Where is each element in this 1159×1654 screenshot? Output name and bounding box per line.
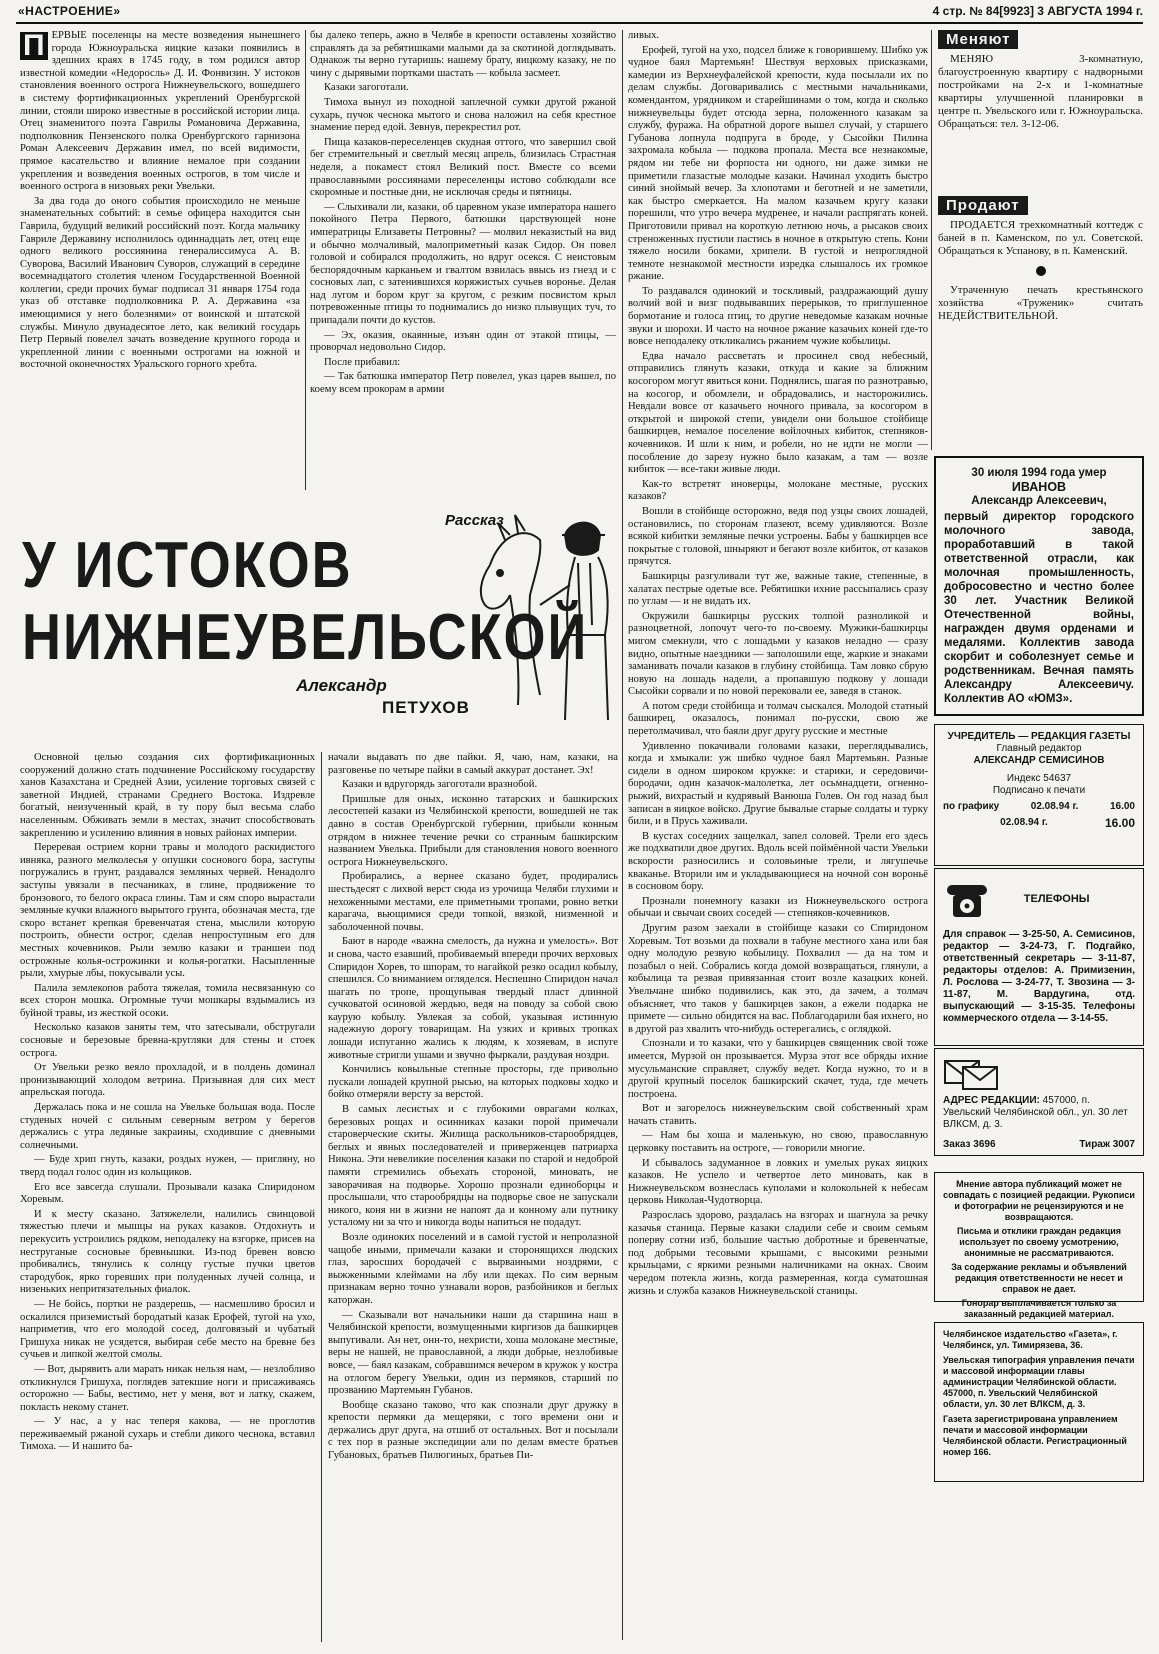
story-paragraph: Разрослась здорово, раздалась на взгорах и шагнула за речку казачья станица. Первые казаки сладили себе и своим семьям поперву сотни изб, большие частью добротные и бревенчатые, под добрыми тесовыми крышами, с высокими резными крыльцами, с яркими резными наличниками на окнах. Своим чередом потекла жизнь, когда размеренная, когда суматошная жизнь и служба казаков Нижнеувельской станицы. <box>628 1210 928 1297</box>
story-paragraph: ливых. <box>628 30 660 41</box>
story-paragraph: — Так батюшка император Петр повелел, указ царев вышел, по коему всем прокорам в армии <box>310 371 616 396</box>
story-mid-top-column <box>310 30 616 500</box>
author-first-name: Александр <box>296 676 387 695</box>
column-divider <box>931 30 932 450</box>
story-paragraph: Пробирались, а вернее сказано будет, продирались шестьдесят с лихвой верст сюда из урочища Челяби глухими и нехоженными местами, еле приметными тропами, ровно ветки карагача, вьющимися среди топкой, вязкой, низменной и заболоченной почвы. <box>328 871 618 933</box>
story-paragraph: начали выдавать по две пайки. Я, чаю, нам, казаки, на разговенье по четыре пайки в самый аккурат достанет. Эх! <box>328 752 618 776</box>
drop-cap: П <box>20 32 48 60</box>
story-paragraph: Палила землекопов работа тяжелая, томила несвязанную со всех сторон мошка. Огромные тучи мошкары вздымались из буйной травы, из жесткой осоки. <box>20 982 315 1019</box>
obituary-date-line: 30 июля 1994 года умер <box>971 467 1107 479</box>
story-paragraph: — У нас, а у нас теперя какова, — не проглотив переживаемый ржаной сухарь и стебли дикого чеснока, вставил Тимоха. — И нашито ба- <box>20 1416 315 1453</box>
founder-title: УЧРЕДИТЕЛЬ — РЕДАКЦИЯ ГАЗЕТЫ <box>947 731 1131 742</box>
schedule-label: по графику <box>943 801 1000 812</box>
story-paragraph: То раздавался одинокий и тоскливый, раздражающий душу волчий вой и визг подвывавших перерыков, то приглушенное бормотание и голоса птиц, то другие неведомые казакам ночные звуки и шорохи. И часто на ночное ржание казачьих коней где-то вовсе неподалеку откликались ржанием чужие кобылицы. <box>628 285 928 348</box>
story-paragraph: А потом среди стойбища и толмач сыскался. Молодой статный башкирец, оказалось, понимал по-русски, свою же перетолмачивал, что баяли друг другу русские и местные <box>628 700 928 738</box>
imprint-line: Челябинское издательство «Газета», г. Челябинск, ул. Тимирязева, 36. <box>943 1329 1118 1350</box>
schedule-row <box>943 801 1135 813</box>
actual-time: 16.00 <box>1104 816 1135 830</box>
story-bottom-column-1 <box>20 752 315 1642</box>
story-paragraph: бы далеко теперь, ажно в Челябе в крепости оставлены хозяйство справлять да за ребятишками малыми да за скотиной доглядывать. Однакож ты верно гутаришь: нашему брату, яицкому казаку, не по чину с дырявыми портками шастать — кобыла засмеет. <box>310 30 616 79</box>
obituary-box <box>934 456 1144 716</box>
story-paragraph: Ерофей, тугой на ухо, подсел ближе к говорившему. Шибко уж чудное баял Мартемьян! Шествуя верховых присказками, камедии из Верхнеуфалейской крепости, куда посылали их по делам службы. Договаривались с местными начальниками, комендантом, урядником и старейшинами о том, когда и сколько нижнеувельцы будет отсюда зерна, положенного казакам за службу, фуража. На обратной дороге вышел случай, у старшего Губанова лопнула подпруга в броде, у Сысойки Пилина захромала кобыла — подкова пропала. Места все незнакомые, рядом ни тебе ни форпоста ни одного, ни даже зимки не приметили глазастые молодые казаки. Начинал уходить быстро синий зноймый вечер. За хлопотами и беготней и не заметили, как быстро смеркается. На малом казачьем кругу казаки порешили, что утро вечера мудренее, и начали распрягать коней. Приготовили привал на короткую летнюю ночь, а рысаков своих стреноженных пустили пастись в ночное в открытую степь. Кони тяжело носили боками, хрипели. В густой и непроглядной темноте незнакомой местности изредка слышалось их громкое ржание. <box>628 44 928 283</box>
exchange-ad: МЕНЯЮ 3-комнатную, благоустроенную квартиру с надворными постройками на 2-х и 1-комнатные квартиры улучшенной планировки в центре п. Увельского или г. Южноуральска. Обращаться: тел. 3-12-06. <box>938 53 1143 130</box>
imprint-line: Газета зарегистрирована управлением печати и массовой информации Челябинской области. Регистрационный номер 166. <box>943 1414 1127 1457</box>
story-title-line1: У ИСТОКОВ <box>22 529 353 602</box>
obituary-name: Александр Алексеевич, <box>971 495 1107 507</box>
issue-line: 4 стр. № 84[9923] 3 АВГУСТА 1994 г. <box>932 4 1143 18</box>
column-divider <box>305 30 306 490</box>
phones-list: Для справок — 3-25-50, А. Семисинов, редактор — 3-24-73, Г. Подгайко, ответственный секретарь — 3-11-87, редакторы отделов: А. Примизенин, Л. Рослова — 3-24-77, Т. Звозина — 3-11-87, М. Вардугина, отд. выпускающий — 3-15-35. Телефоны коммерческого отдела — 3-14-55. <box>943 929 1135 1024</box>
disclaimer-line: Письма и отклики граждан редакция использует по своему усмотрению, анонимные не рассматриваются. <box>956 1226 1122 1258</box>
story-paragraph: В самых лесистых и с глубокими оврагами колках, березовых рощах и осинниках казаки порой примечали староверческие скиты. Жилища раскольников-старообрядцев, беглых и явных последователей и приверженцев патриарха Никона. Эти невеликие поселения казаки по старой и недоброй памяти стремились объехать стороной, миновать, не заворачивая на подворье. Хорошо прознали единоборцы и прослышали, что старообрядцы на подворье свое не запускали никого, коня ни в жизни не напоят да и конному али путнику усталому ни за что и никогда воды напиться не подадут. <box>328 1104 618 1229</box>
rubric-title: «НАСТРОЕНИЕ» <box>18 4 121 18</box>
sale-tag: Продают <box>938 196 1028 215</box>
story-paragraph: Держалась пока и не сошла на Увельке большая вода. После студеных ночей с сильным северным ветром у берегов держались с утра ледяные закраины, сходившие с дневными солнечными. <box>20 1102 315 1151</box>
story-paragraph: — Буде хрип гнуть, казаки, роздых нужен, — пригляну, но тверд подал голос один из кольщиков. <box>20 1154 315 1178</box>
editor-label: Главный редактор <box>996 743 1082 754</box>
schedule-date: 02.08.94 г. <box>1030 801 1079 812</box>
story-paragraph: Пища казаков-переселенцев скудная оттого, что завершил свой бег стремительный и светлый месяц апрель, близилась Страстная неделя, а покамест стоял Великий пост. Вместе со всеми православными россиянами переселенцы истово соблюдали все скоромные и постные дни, не исключая среды и пятницы. <box>310 136 616 199</box>
actual-date: 02.08.94 г. <box>1000 817 1048 828</box>
intro-paragraph <box>20 30 300 194</box>
phones-title: ТЕЛЕФОНЫ <box>1023 893 1090 905</box>
circulation: Тираж 3007 <box>1079 1139 1135 1150</box>
story-paragraph: Тимоха вынул из походной заплечной сумки другой ржаной сухарь, пучок чеснока мытого и снова наложил на себя крестное знамение перед едой. Зевнув, перекрестил рот. <box>310 96 616 134</box>
phones-box <box>934 868 1144 1046</box>
subscribe-label: Подписано к печати <box>992 785 1086 796</box>
imprint-box <box>934 1322 1144 1482</box>
header-rule <box>16 22 1143 24</box>
story-paragraph: — Сказывали вот начальники наши да старшина наш в Челябинской крепости, возмущенными киргизов да башкирцев выпугивали. Ан нет, онн-то, нехристи, хоша молокане местные, веры не нашей, не православной, а люди добрые, незлобивые вовсе, — баял казакам, собравшимся вечером в кружок у костра на отлогом берегу Увельки, один из пермяков, старший по прозванию Мартемьян Губанов. <box>328 1309 618 1397</box>
story-paragraph: Спознали и то казаки, что у башкирцев священник свой тоже имеется, Мурзой он прозывается. Мурза этот все обряды ихние мусульманские справляет, службу ведет. Когда нужно, то и в другой крупный поселок башкирский скачет, туда, где мечеть построена. <box>628 1038 928 1100</box>
story-paragraph: Кончились ковыльные степные просторы, где привольно пускали лошадей крупной рысью, на которых подковы ходко и бойко отмеряли версту за верстой. <box>328 1064 618 1101</box>
telephone-icon <box>943 875 991 923</box>
story-paragraph: После прибавил: <box>324 356 401 368</box>
story-paragraph: Окружили башкирцы русских толпой разноликой и разноцветной, лопочут чего-то по-своему. Мужики-башкирцы мигом смекнули, что с лошадьми у казаков неладно — сразу видно, опытные наездники — заполошили еще, жаркие и знаками заманивать почали казаков в глубину стойбища. Там ловко сбрую новую на лошадь надели, а пропавшую подкову у лошади Сысойки сорвали и по новой перековали ее, заведя в станок. <box>628 610 928 698</box>
actual-row <box>943 817 1135 829</box>
address-box <box>934 1048 1144 1156</box>
story-paragraph: Возле одиноких поселений и в самой густой и непролазной чащобе иными, примечали казаки и сторонящихся людских глаз, заросших бородачей с вырванными ноздрями, с выжженными клеймами на лбу или щеках. По сим верным признакам верно точно узнавали воров, разбойников и беглых каторжан. <box>328 1231 618 1306</box>
intro-first-text: ЕРВЫЕ поселенцы на месте возведения нынешнего города Южноуральска яицкие казаки появились в здешних краях в 1745 году, в том родился автор известной комедии «Недоросль» Д. И. Фонвизин. У истоков становления военного острога Нижнеувельского, вошедшего в систему фортификационных укреплений Оренбургской линии, стояли широко известные в российской истории лица. Отец знаменитого поэта Гаврилы Романовича Державина, подполковник Пензенского полка Оренбургского гарнизона Роман Алексеевич Державин имел, по всей видимости, прямое касательство и влияние немалое при создании укрепления и возведения военных острогов, в том числе и военного острога в низовьях реки Увельки. <box>20 30 300 193</box>
story-paragraph: Несколько казаков заняты тем, что затесывали, обстругали сосновые и березовые бревна-кругляки для стены и стоек острога. <box>20 1022 315 1059</box>
imprint-line: Увельская типография управления печати и массовой информации главы администрации Челябинской области. 457000, п. Увельский Челябинской области, ул. 30 лет ВЛКСМ, д. 3. <box>943 1355 1135 1409</box>
disclaimer-line: Гонорар выплачивается только за заказанный редакцией материал. <box>961 1298 1117 1319</box>
story-paragraph: Переревая острием корни травы и молодого раскидистого ивняка, разного мелколесья у опушки соснового бора, заступы погружались в грунт, раздавался земляных червей. Ненадолго заступы увязали в песчаниках, в глине, продвижение то бронзового, то белого окраса глины. Там и сям споро вырастали земляные кучки влажного вырытого грунта, обозначая места, где скоро встанет крепкая бревенчатая стена, мыслили которую построить, обнести острог, сделав непроступным его для местных кочевников. Рыли землю казаки и траншеи под острожные колья-острожинки и колья-рогатки. Насыпленные рыли, хмурые лбы, покусывали усы. <box>20 842 315 980</box>
story-paragraph: В кустах соседних защелкал, запел соловей. Трели его здесь же подхватили двое других. Вдоль всей поймённой части Увельки вскорости разносились и соловьиные трели, и лягушечье кваканье. Вторили им и укладывающиеся на ночной сон вороньё в сосновом бору. <box>628 830 928 893</box>
story-paragraph: Его все завсегда слушали. Прозывали казака Спиридоном Хоревым. <box>20 1181 315 1206</box>
exchange-tag: Меняют <box>938 30 1018 49</box>
bullet-dot <box>1036 266 1046 276</box>
story-bottom-column-2 <box>328 752 618 1642</box>
story-paragraph: Казаки загоготали. <box>324 82 409 94</box>
story-genre-label: Рассказ <box>445 512 504 529</box>
story-paragraph: Башкирцы разгуливали тут же, важные такие, степенные, в халатах пестрые одетые все. Ребятишки ихние рассыпались сразу по углам — и не видать их. <box>628 570 928 608</box>
story-paragraph: Другим разом заехали в стойбище казаки со Спиридоном Хоревым. Тот возьми да похвали в табуне местного хана или бая одну молодую резвую кобылицу. Похвалил — да на том и позабыл о ней. Собрались когда домой возвращаться, глянули, а кобылица та резвая привязанная стоит возле казацких коней. Увельчане шибко подивились, как это, да зачем, а толмач объясняет, что таков у башкирцев закон, а ежели подарка не примете — сильно обидятся на вас. Поблагодарили бая ихнего, но в другой раз хвалить что-нибудь остерегались, с оглядкой. <box>628 922 928 1035</box>
story-paragraph: Бают в народе «важна смелость, да нужна и умелость». Вот и снова, часто езавший, пробиваемый впереди прочих верховых Спиридон Хорев, то шпорам, то нагайкой резко осадил кобылу, спешился. Со вниманием огляделся. Неспешно Спиридон начал шагать по тропе, прощупывая твердый пласт длинной сучковатой осиновой жердью, ведя на поводу за собой свою каурую кобылу. Увлекая за собой, указывая истинную надежную дорогу товарищам. На узких и кривых тропках лошади испуганно жались к людям, к хозяевам, в испуге животные стригли ушами и звучно фыркали, раздувая ноздри. <box>328 936 618 1061</box>
story-title-line2: НИЖНЕУВЕЛЬСКОЙ <box>22 601 589 674</box>
print-info-row <box>943 1139 1135 1151</box>
sale-section <box>938 196 1143 327</box>
story-paragraph: Прознали понемногу казаки из Нижнеувельского острога обычаи и свычаи своих соседей — степняков-кочевников. <box>628 895 928 920</box>
story-paragraph: Основной целью создания сих фортификационных сооружений должно стать подчинение Российскому государству ханов Казахстана и Средней Азии, усиление торговых связей с заветной Индией, странами Среднего Востока. Издревле богатый, неизученный край, в ту пору был весьма слабо населенным. Обживать земли в местах, значит способствовать закреплению и усилению влияния в новых районах империи. <box>20 752 315 839</box>
address-title: АДРЕС РЕДАКЦИИ: <box>943 1095 1040 1106</box>
story-paragraph: От Увельки резко веяло прохладой, и в полдень доминал пронизывающий холодом ветрина. Призывная для сих мест апрельская погода. <box>20 1062 315 1099</box>
story-paragraph: Казаки и вдругорядь загоготали вразнобой. <box>342 779 538 791</box>
disclaimer-line: За содержание рекламы и объявлений редакция ответственности не несет и справок не дает. <box>951 1262 1127 1294</box>
column-divider <box>321 752 322 1642</box>
envelope-icon <box>943 1055 999 1091</box>
lost-seal-notice: Утраченную печать крестьянского хозяйства «Труженик» считать НЕДЕЙСТВИТЕЛЬНОЙ. <box>938 284 1143 322</box>
story-paragraph: Вот и загорелось нижнеувельским свой собственный храм начать ставить. <box>628 1103 928 1127</box>
story-paragraph: Вошли в стойбище осторожно, ведя под узцы своих лошадей, остановились, по сторонам глазеют, всему удивляются. Возле всякой кибитки земляные печки устроены. Бабы у башкирцев все покрытые с головой, шныряют и бегают возле кибиток, от казаков прячутся. <box>628 505 928 568</box>
story-paragraph: — Вот, дырявить али марать никак нельзя нам, — незлобливо откликнулся Гришуха, поглядев затекшие ноги и присаживаясь осторожно — Бабы, вестимо, нет у меня, вот и латку, скажем, поклaсть некому станет. <box>20 1363 315 1413</box>
exchange-section <box>938 30 1143 135</box>
address-text: 457000, п. Увельский Челябинской обл., ул. 30 лет ВЛКСМ, д. 3. <box>943 1095 1128 1130</box>
phones-header <box>943 875 1135 923</box>
sale-ad: ПРОДАЕТСЯ трехкомнатный коттедж с баней в п. Каменском, по ул. Советской. Обращаться к Успанову, в п. Каменский. <box>938 219 1143 257</box>
story-paragraph: И сбывалось задуманное в ловких и умелых руках яицких казаков. Не успело и четвертое лето миновать, как в Нижнеувельском вознеслась куполами и колокольней к небесам церковь Николая-Чудотворца. <box>628 1157 928 1207</box>
subscription-index: Индекс 54637 <box>1006 773 1072 784</box>
story-right-column <box>628 30 928 1640</box>
story-paragraph: И к месту сказано. Затяжелели, налились свинцовой тяжестью плечи и мышцы на руках казаков. Отдохнуть и перекусить устроились рядком, неподалеку на взгорке, присев на неструганые сосновые бревнышки. Из-под бревен вовсю пробивались, тянулись к солнцу густые пучки цветов стародубок, ярко горевших при полуденных лучей солнца, и низеньких непритязательных фиалок. <box>20 1208 315 1296</box>
obituary-text: первый директор городского молочного завода, проработавший в такой ответственной отрасли, как молочная промышленность, добросовестно и честно более 30 лет. Участник Великой Отечественной войны, награжден двумя орденами и медалями. Коллектив завода скорбит и соболезнует семье и родственникам. Вечная память Александру Алексеевичу. Коллектив АО «ЮМЗ». <box>944 511 1134 705</box>
cossack-with-horse-illustration <box>470 495 630 730</box>
story-paragraph: — Не бойсь, портки не раздерешь, — насмешливо бросил и оскалился приземистый бородатый казак Ерофей, тугой на ухо, наприметив, что его молодой сосед, долговязый и чубатый Гришуха никак не усядется, выбирая себе место на бревне без сучьев и липкой желтой смолы. <box>20 1298 315 1361</box>
column-divider <box>622 30 623 1640</box>
story-paragraph: Едва начало рассветать и просинел свод небесный, отправились глянуть казаки, откуда и какие за ближним косогором могут явиться кони. Поднялись, шагая по разнотравью, на косогор, и обомлели, и обрадовались, и насторожились. Невдали вовсе от казачьего ночного привала, за косогором в открытой и широкой степи, увидели они большое стойбище башкирцев, немалое поселение войлочных кибиток, степняков-кочевников. И шли к ним, и робели, но не идти не могли — пособление до зарезу нужно было казакам, а там — возле кибиток — все-таки живые люди. <box>628 350 928 476</box>
story-paragraph: Пришлые для оных, исконно татарских и башкирских лесостепей казаки из Челябинской крепости, вошедшей не так давно в состав Оренбургской губернии, прибыли конным отрядом в нижнее течение речки со странным башкирским названием Увелька. Прибыли для становления нового военного острога Нижнеувельского. <box>328 793 618 868</box>
founder-box <box>934 724 1144 866</box>
schedule-time: 16.00 <box>1109 801 1135 812</box>
story-paragraph: — Слыхивали ли, казаки, об царевном указе императора нашего покойного Петра Первого, батюшки царствующей ноне императрицы Елизаветы Петровны? — молвил неказистый на вид и обычно молчаливый, малоприметный казак Сидор. Он повел головой и собирался продолжить, но вдруг осекся. С неистовым беспорядочным карканьем и гвалтом взвилась ввысь из гнезд и с сосновых лап, с затенившихся коряжистых сучьев воронье. Делая над лугом и бором круг за кругом, с резким посвистом крыл потревоженные птицы то поднимались до низко плывущих туч, то припадали почти до кустов. <box>310 201 616 327</box>
story-paragraph: — Нам бы хоша и маленькую, но свою, православную церковку поставить на остроге, — говорили многие. <box>628 1130 928 1155</box>
author-last-name: ПЕТУХОВ <box>382 698 470 717</box>
story-intro-column <box>20 30 300 490</box>
disclaimer-box <box>934 1172 1144 1319</box>
story-paragraph: Вообще сказано таково, что как спознали друг дружку в крепости пермяки да мещеряки, с того времени они и держались друг друга, на отшиб от остальных. Вот и посылали с тех пор в разные экспедиции али по делам вместе братьев Губановых, братьев Пилюгиных, братьев Пи- <box>328 1399 618 1462</box>
editor-name: АЛЕКСАНДР СЕМИСИНОВ <box>973 755 1105 766</box>
intro-second-paragraph: За два года до оного события происходило не меньше знаменательных событий: в семье офицера находится сын Гаврила, будущий великий российский поэт. Когда мальчику Гавриле Державину исполнилось одиннадцать лет, отец еще одного великого россиянина генералиссимуса А. В. Суворова, Василий Иванович Суворов, служащий в середине восемнадцатого столетия членом Государственной Военной коллегии, среди прочих бумаг подписал 31 января 1754 года указ об отставке подполковника Р. А. Державина «за имеющимися у него болезнями» от воинской и штатской службы. Минуло двунадесятое лето, как великий государь Петр Первый повелел зачать возведение крупного города и укрепленной линии с военными острогами на южной и восточной оконечностях Уральского горного хребта. <box>20 195 300 371</box>
disclaimer-line: Мнение автора публикаций может не совпадать с позицией редакции. Рукописи и фотографии не рецензируются и не возвращаются. <box>943 1179 1135 1222</box>
obituary-surname: ИВАНОВ <box>1011 480 1067 494</box>
story-paragraph: Удивленно покачивали головами казаки, переглядывались, когда и хмыкали: уж шибко чудное баял Мартемьян. Разные сидели в одном широком кружке: и старики, и середовичи-бородачи, один казачок-малолетка, лет осьмнадцети, огненно-рыжий, вихрастый и кудрявый Ванюша Голев. Он год назад был записан в яицкое войско. Другие бывалые старые солдаты и турку били, и в Прусь хаживали. <box>628 740 928 828</box>
story-paragraph: — Эх, оказия, окаянные, изъян один от этакой птицы, — проворчал недовольно Сидор. <box>310 329 616 354</box>
order-number: Заказ 3696 <box>943 1139 996 1150</box>
story-paragraph: Как-то встретят иноверцы, молоканe местные, русских казаков? <box>628 478 928 503</box>
